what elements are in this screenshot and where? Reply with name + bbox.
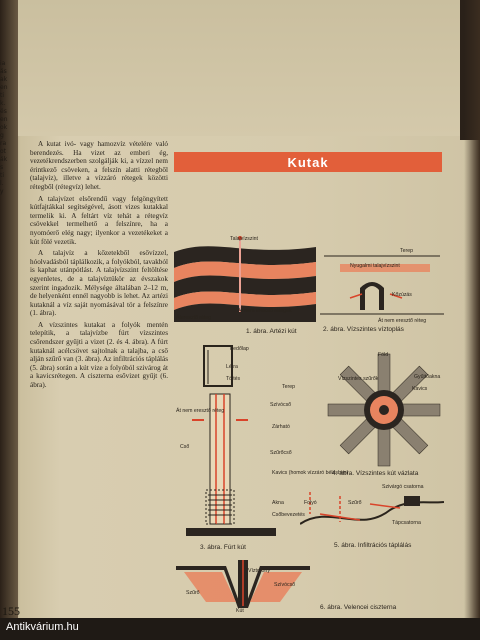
paragraph: A talajvízet elsőrendű vagy felgöngyített kútfajtákkal segítségével, ásott vizes kutakkal termelik ki. A feltárt víz tehát a rétegvíz csövekkel termelhető a felszínre, ha a nyomóerő elég nagy; ilyenkor a vezetékeket a kút fölé vezetik.	[30, 194, 168, 246]
previous-page-fragment: ti	[0, 92, 5, 99]
page-number: 155	[2, 604, 20, 618]
watermark-text: Antikvárium.hu	[6, 621, 79, 633]
fig3-label: Cső	[180, 444, 190, 450]
fig6-caption: 6. ábra. Velencei ciszterna	[320, 604, 397, 611]
previous-page-fragment: ás	[0, 68, 7, 75]
fig2-label: Át nem eresztő réteg	[378, 318, 427, 324]
previous-page-fragment: ák	[0, 156, 8, 163]
fig3-label: Szívócső	[270, 402, 292, 408]
fig3-label: Zárható	[272, 424, 290, 430]
fig5-caption: 5. ábra. Infiltrációs táplálás	[334, 542, 412, 549]
previous-page-fragment: és	[0, 108, 7, 115]
watermark-bar	[0, 618, 480, 640]
previous-page-fragment: ia	[0, 60, 6, 67]
previous-page-fragment: en	[0, 84, 8, 91]
fig6-label: Szívócső	[274, 582, 296, 588]
previous-page-fragment: k.	[0, 100, 6, 107]
previous-page-fragment: ti	[0, 172, 5, 179]
fig2-caption: 2. ábra. Vízszintes víztoplás	[323, 326, 404, 333]
fig6-label: Kút	[236, 608, 244, 614]
fig3-label: Fedőlap	[230, 346, 249, 352]
section-title: Kutak	[287, 154, 329, 170]
body-text-column	[30, 140, 168, 393]
figure-bored-well	[186, 340, 296, 540]
fig1-label: Áteresztő réteg	[176, 315, 212, 321]
previous-page-fragment: s	[0, 164, 4, 171]
fig3-label: Csőbevezetés	[272, 512, 305, 518]
fig1-label: Át nem eresztő rétegek	[238, 308, 292, 314]
fig3-label: Szűrőcső	[270, 450, 292, 456]
fig3-label: Kavics (homok vízzáró bélésben)	[272, 470, 349, 476]
fig5-label: Tápcsatorna	[392, 520, 421, 526]
fig3-caption: 3. ábra. Fúrt kút	[200, 544, 246, 551]
previous-page-fragment: g	[0, 132, 4, 139]
previous-page-fragment: ra	[0, 140, 7, 147]
previous-page-fragment: en	[0, 116, 8, 123]
figure-radial-well	[322, 350, 446, 470]
figure-horizontal-intake	[320, 244, 444, 324]
fig2-label: Terep	[400, 248, 413, 254]
fig4-label: Vízszintes szűrők	[338, 376, 379, 382]
fig4-caption: 4. ábra. Vízszintes kút vázlata	[332, 470, 419, 477]
previous-page-fragment: ot	[0, 148, 7, 155]
fig3-label: Terep	[282, 384, 295, 390]
fig5-label: Szivárgó csatorna	[382, 484, 424, 490]
fig4-label: Föld	[378, 352, 389, 358]
previous-page-text	[0, 60, 16, 196]
fig3-label: Át nem eresztő réteg	[176, 408, 225, 414]
fig6-label: Szűrő	[186, 590, 200, 596]
fig2-label: Nyugalmi talajvízszint	[350, 263, 400, 269]
page-top-margin	[18, 0, 480, 136]
binding-shadow	[464, 0, 480, 640]
fig1-caption: 1. ábra. Artézi kút	[246, 328, 297, 335]
fig3-label: Létra	[226, 364, 238, 370]
fig4-label: Gyűjtőakna	[414, 374, 441, 380]
fig3-label: Akna	[272, 500, 284, 506]
paragraph: A kutat ivó- vagy hamozvíz vételére való berendezés. Ha vizet az emberi ég, vezetékrendszerben szolgálják ki, a vízzel nem érintkező csöveken, a felszín alatti rétegből (talajvíz), illetve a vízzáró rétegek közötti rétegből (rétegvíz) lehet.	[30, 140, 168, 191]
previous-page-fragment: ak	[0, 76, 8, 83]
fig5-label: Szűrő	[348, 500, 362, 506]
fig3-label: Töltés	[226, 376, 241, 382]
fig4-label: Kavics	[412, 386, 428, 392]
previous-page-fragment: y	[0, 188, 4, 195]
previous-page-fragment: ok	[0, 124, 8, 131]
fig5-label: Folyó	[304, 500, 317, 506]
fig2-label: Kőzúzás	[392, 292, 412, 298]
previous-page-fragment: l.	[0, 180, 4, 187]
fig1-label: Talajvízszint	[230, 236, 258, 242]
previous-page-edge	[0, 0, 18, 640]
figure-infiltration	[300, 484, 444, 540]
paragraph: A vízszintes kutakat a folyók mentén telepítik, a talajvízbe fúrt vízszintes csőrendszer gyűjti a vizet (2. és 4. ábra). A fúrt kutaknál acélcsövet sajtolnak a talajba, a cső alján szűrő van (3. ábra). Az infiltrációs táplálás (5. ábra) során a kút vize a folyóból szivárog át a kavicsrétegen. A ciszterna esővizet gyűjt (6. ábra).	[30, 320, 168, 390]
section-header	[174, 152, 442, 172]
paragraph: A talajvíz a kőzetekből esővízzel, hóolvadásból táplálkozik, a folyókból, tavakból is kaphat utánpótlást. A talajvízszint feltöltése egyenletes, de a talajvíztükör az évszakok szerint ingadozik. Mélysége általában 2–12 m, de helyenként ennél nagyobb is lehet. Az artézi kutaknál a víz saját nyomásával tör a felszínre (1. ábra).	[30, 249, 168, 318]
fig6-label: Víztorony	[248, 568, 270, 574]
